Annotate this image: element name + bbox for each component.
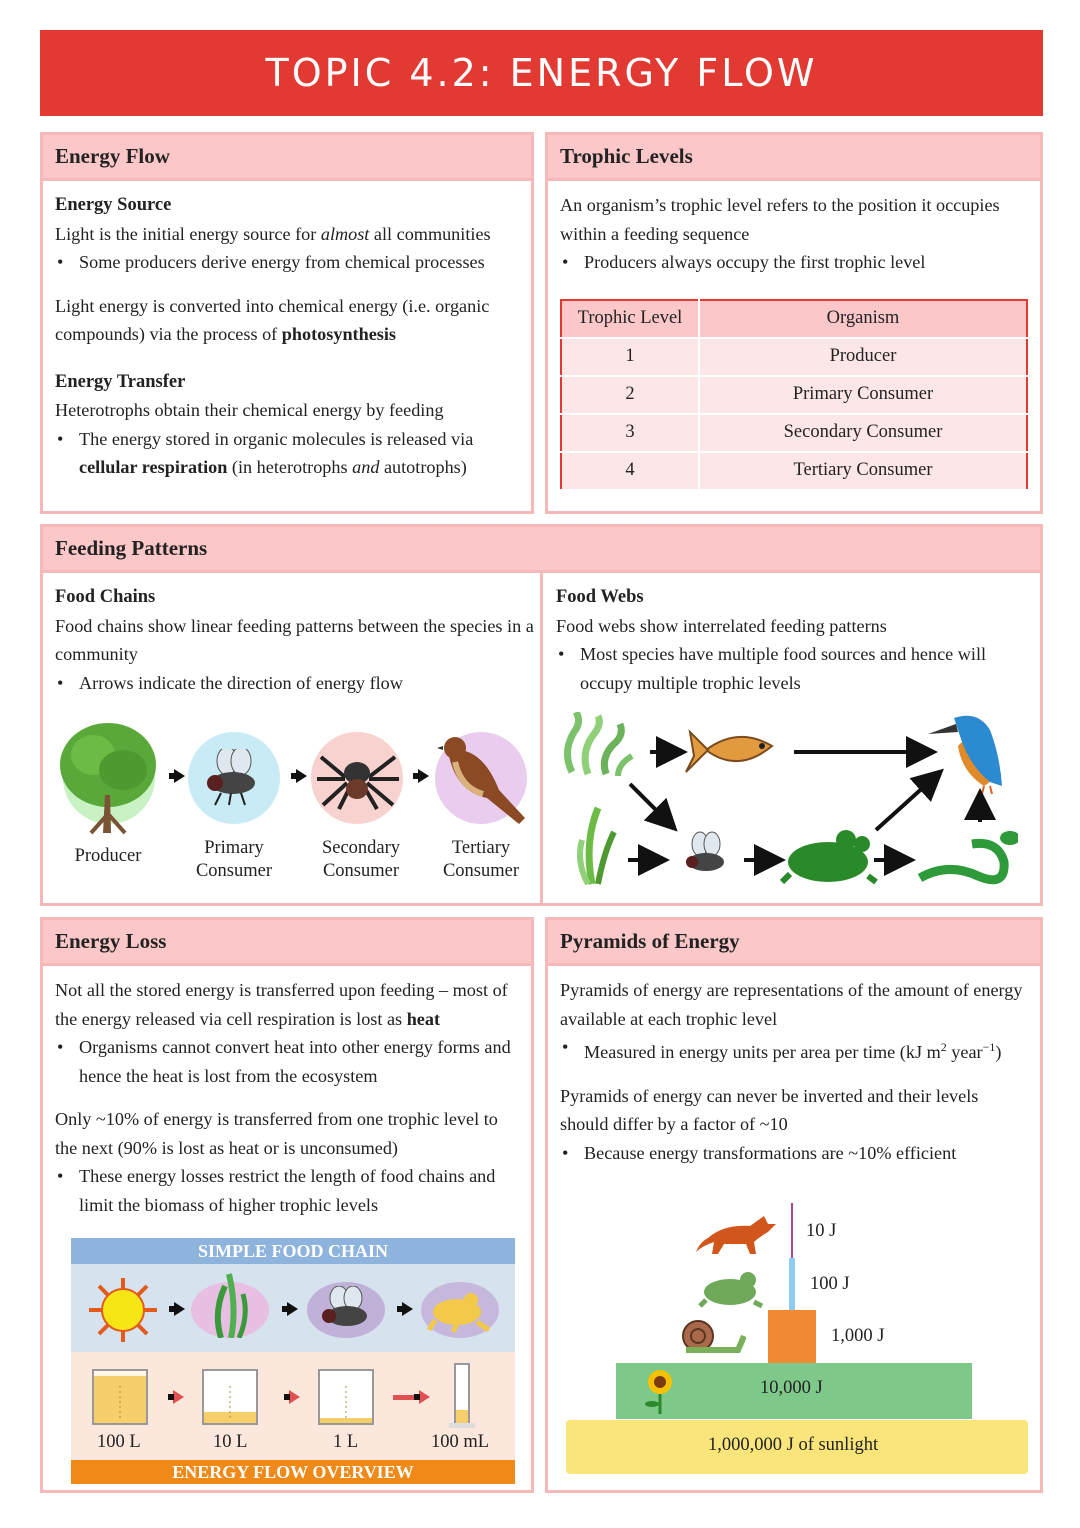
food-chains-bullet: • Arrows indicate the direction of energy flow — [55, 669, 535, 698]
energy-loss-heading: Energy Loss — [43, 920, 531, 966]
sun-icon — [85, 1276, 161, 1344]
kingfisher-icon — [928, 716, 1002, 794]
diagram-top-bar: SIMPLE FOOD CHAIN — [71, 1238, 515, 1264]
web-arrow — [630, 784, 672, 826]
food-chains-heading: Food Chains — [55, 587, 156, 607]
beaker-10l — [199, 1366, 261, 1428]
pyramid-label-primary: 1,000 J — [831, 1326, 885, 1346]
cylinder-100ml — [447, 1362, 477, 1430]
pyramids-text: Pyramids of energy are representations of the amount of energy available at each trophic level — [560, 980, 1023, 1029]
simple-food-chain-diagram — [71, 1238, 515, 1484]
feeding-patterns-panel — [40, 524, 1043, 906]
web-fly-icon — [686, 832, 724, 871]
sunflower-icon — [640, 1368, 680, 1414]
fox-icon — [694, 1208, 782, 1256]
chain-arrow — [418, 769, 429, 783]
food-chains-section — [55, 583, 535, 697]
web-arrow — [876, 774, 938, 830]
table-row — [561, 414, 1027, 452]
frog-icon — [427, 1286, 495, 1334]
volume-arrow — [419, 1390, 430, 1404]
feeding-patterns-heading: Feeding Patterns — [43, 527, 1040, 573]
table-cell: 1 — [561, 338, 699, 376]
pyramids-efficiency-bullet: • Because energy transformations are ~10% efficient — [560, 1139, 1028, 1168]
energy-transfer-bullet: • The energy stored in organic molecules is released via cellular respiration (in heterotrophs and autotrophs) — [55, 425, 519, 482]
pyramids-panel — [545, 917, 1043, 1493]
table-row — [561, 338, 1027, 376]
chain-label-producer: Producer — [74, 846, 142, 866]
pyramids-units-bullet: • Measured in energy units per area per time (kJ $m^2$ year$^{-1}$) — [560, 1033, 1028, 1067]
energy-loss-bullet-limits: • These energy losses restrict the length of food chains and limit the biomass of higher trophic levels — [55, 1162, 519, 1219]
trophic-levels-intro: An organism’s trophic level refers to the position it occupies within a feeding sequence — [560, 195, 1000, 244]
page-title: TOPIC 4.2: ENERGY FLOW — [40, 30, 1043, 116]
photosynthesis-text: Light energy is converted into chemical energy (i.e. organic compounds) via the process of photosynthesis — [55, 295, 490, 344]
trophic-levels-panel — [545, 132, 1043, 514]
pyramid-level-primary — [768, 1310, 816, 1363]
seaweed-icon — [209, 1272, 255, 1338]
trophic-levels-bullet: • Producers always occupy the first trophic level — [560, 248, 1028, 277]
pyramid-label-tertiary: 10 J — [806, 1221, 837, 1241]
bird-icon — [437, 732, 529, 827]
pyramid-level-tertiary — [791, 1203, 793, 1258]
trophic-levels-heading: Trophic Levels — [548, 135, 1040, 181]
table-header-cell: Organism — [699, 300, 1027, 338]
snake-icon — [920, 831, 1018, 880]
table-cell: Secondary Consumer — [699, 414, 1027, 452]
volume-arrow — [289, 1390, 300, 1404]
pyramid-label-secondary: 100 J — [810, 1274, 850, 1294]
energy-source-heading: Energy Source — [55, 195, 172, 215]
energy-loss-text: Not all the stored energy is transferred upon feeding – most of the energy released via cell respiration is lost as heat — [55, 980, 508, 1029]
fish-icon — [686, 732, 772, 772]
pyramids-heading: Pyramids of Energy — [548, 920, 1040, 966]
fly-icon — [203, 749, 269, 807]
table-cell: 3 — [561, 414, 699, 452]
energy-source-bullet: • Some producers derive energy from chemical processes — [55, 248, 519, 277]
food-webs-section — [556, 583, 1026, 697]
chain-arrow — [174, 769, 185, 783]
food-web-diagram — [558, 712, 1018, 892]
energy-loss-panel — [40, 917, 534, 1493]
frog-icon — [698, 1268, 764, 1308]
diagram-bottom-bar: ENERGY FLOW OVERVIEW — [71, 1460, 515, 1484]
chain-arrow — [174, 1302, 185, 1316]
pyramid-label-producer: 10,000 J — [760, 1378, 823, 1398]
tree-icon — [53, 715, 163, 835]
food-webs-heading: Food Webs — [556, 587, 644, 607]
chain-label-primary: Primary Consumer — [195, 838, 273, 881]
table-header-cell: Trophic Level — [561, 300, 699, 338]
energy-flow-heading: Energy Flow — [43, 135, 531, 181]
energy-transfer-text: Heterotrophs obtain their chemical energy by feeding — [55, 400, 444, 420]
spider-icon — [315, 749, 401, 811]
table-cell: 2 — [561, 376, 699, 414]
beaker-100l — [89, 1366, 151, 1428]
snail-icon — [676, 1318, 746, 1354]
energy-transfer-heading: Energy Transfer — [55, 371, 186, 392]
chain-arrow — [287, 1302, 298, 1316]
fly-icon — [317, 1286, 377, 1334]
volume-label: 100 mL — [431, 1432, 490, 1452]
chain-arrow — [402, 1302, 413, 1316]
trophic-level-table — [560, 299, 1028, 491]
table-row — [561, 376, 1027, 414]
volume-arrow — [173, 1390, 184, 1404]
chain-label-secondary: Secondary Consumer — [321, 838, 401, 881]
table-cell: Tertiary Consumer — [699, 452, 1027, 490]
table-cell: Producer — [699, 338, 1027, 376]
seaweed-icon — [567, 712, 632, 776]
volume-label: 100 L — [97, 1432, 141, 1452]
table-header-row — [561, 300, 1027, 338]
chain-arrow — [296, 769, 307, 783]
water-plant-icon — [580, 808, 614, 884]
pyramids-inverted-text: Pyramids of energy can never be inverted and their levels should differ by a factor of ~10 — [560, 1085, 979, 1135]
energy-source-text: Light is the initial energy source for almost all communities — [55, 223, 491, 244]
beaker-1l — [315, 1366, 377, 1428]
volume-label: 1 L — [333, 1432, 359, 1452]
energy-loss-bullet-heat: • Organisms cannot convert heat into other energy forms and hence the heat is lost from the ecosystem — [55, 1033, 519, 1090]
food-webs-bullet: • Most species have multiple food sources and hence will occupy multiple trophic levels — [556, 640, 1026, 697]
ten-percent-text: Only ~10% of energy is transferred from one trophic level to the next (90% is lost as heat or is unconsumed) — [55, 1109, 498, 1158]
pyramid-label-sunlight: 1,000,000 J of sunlight — [708, 1435, 879, 1455]
energy-flow-panel — [40, 132, 534, 514]
table-cell: 4 — [561, 452, 699, 490]
volume-label: 10 L — [213, 1432, 248, 1452]
table-row — [561, 452, 1027, 490]
food-webs-text: Food webs show interrelated feeding patterns — [556, 615, 887, 636]
pyramid-level-secondary — [789, 1258, 795, 1310]
food-chains-text: Food chains show linear feeding patterns between the species in a community — [55, 615, 534, 664]
table-cell: Primary Consumer — [699, 376, 1027, 414]
chain-label-tertiary: Tertiary Consumer — [442, 838, 520, 881]
frog-icon — [782, 830, 876, 882]
